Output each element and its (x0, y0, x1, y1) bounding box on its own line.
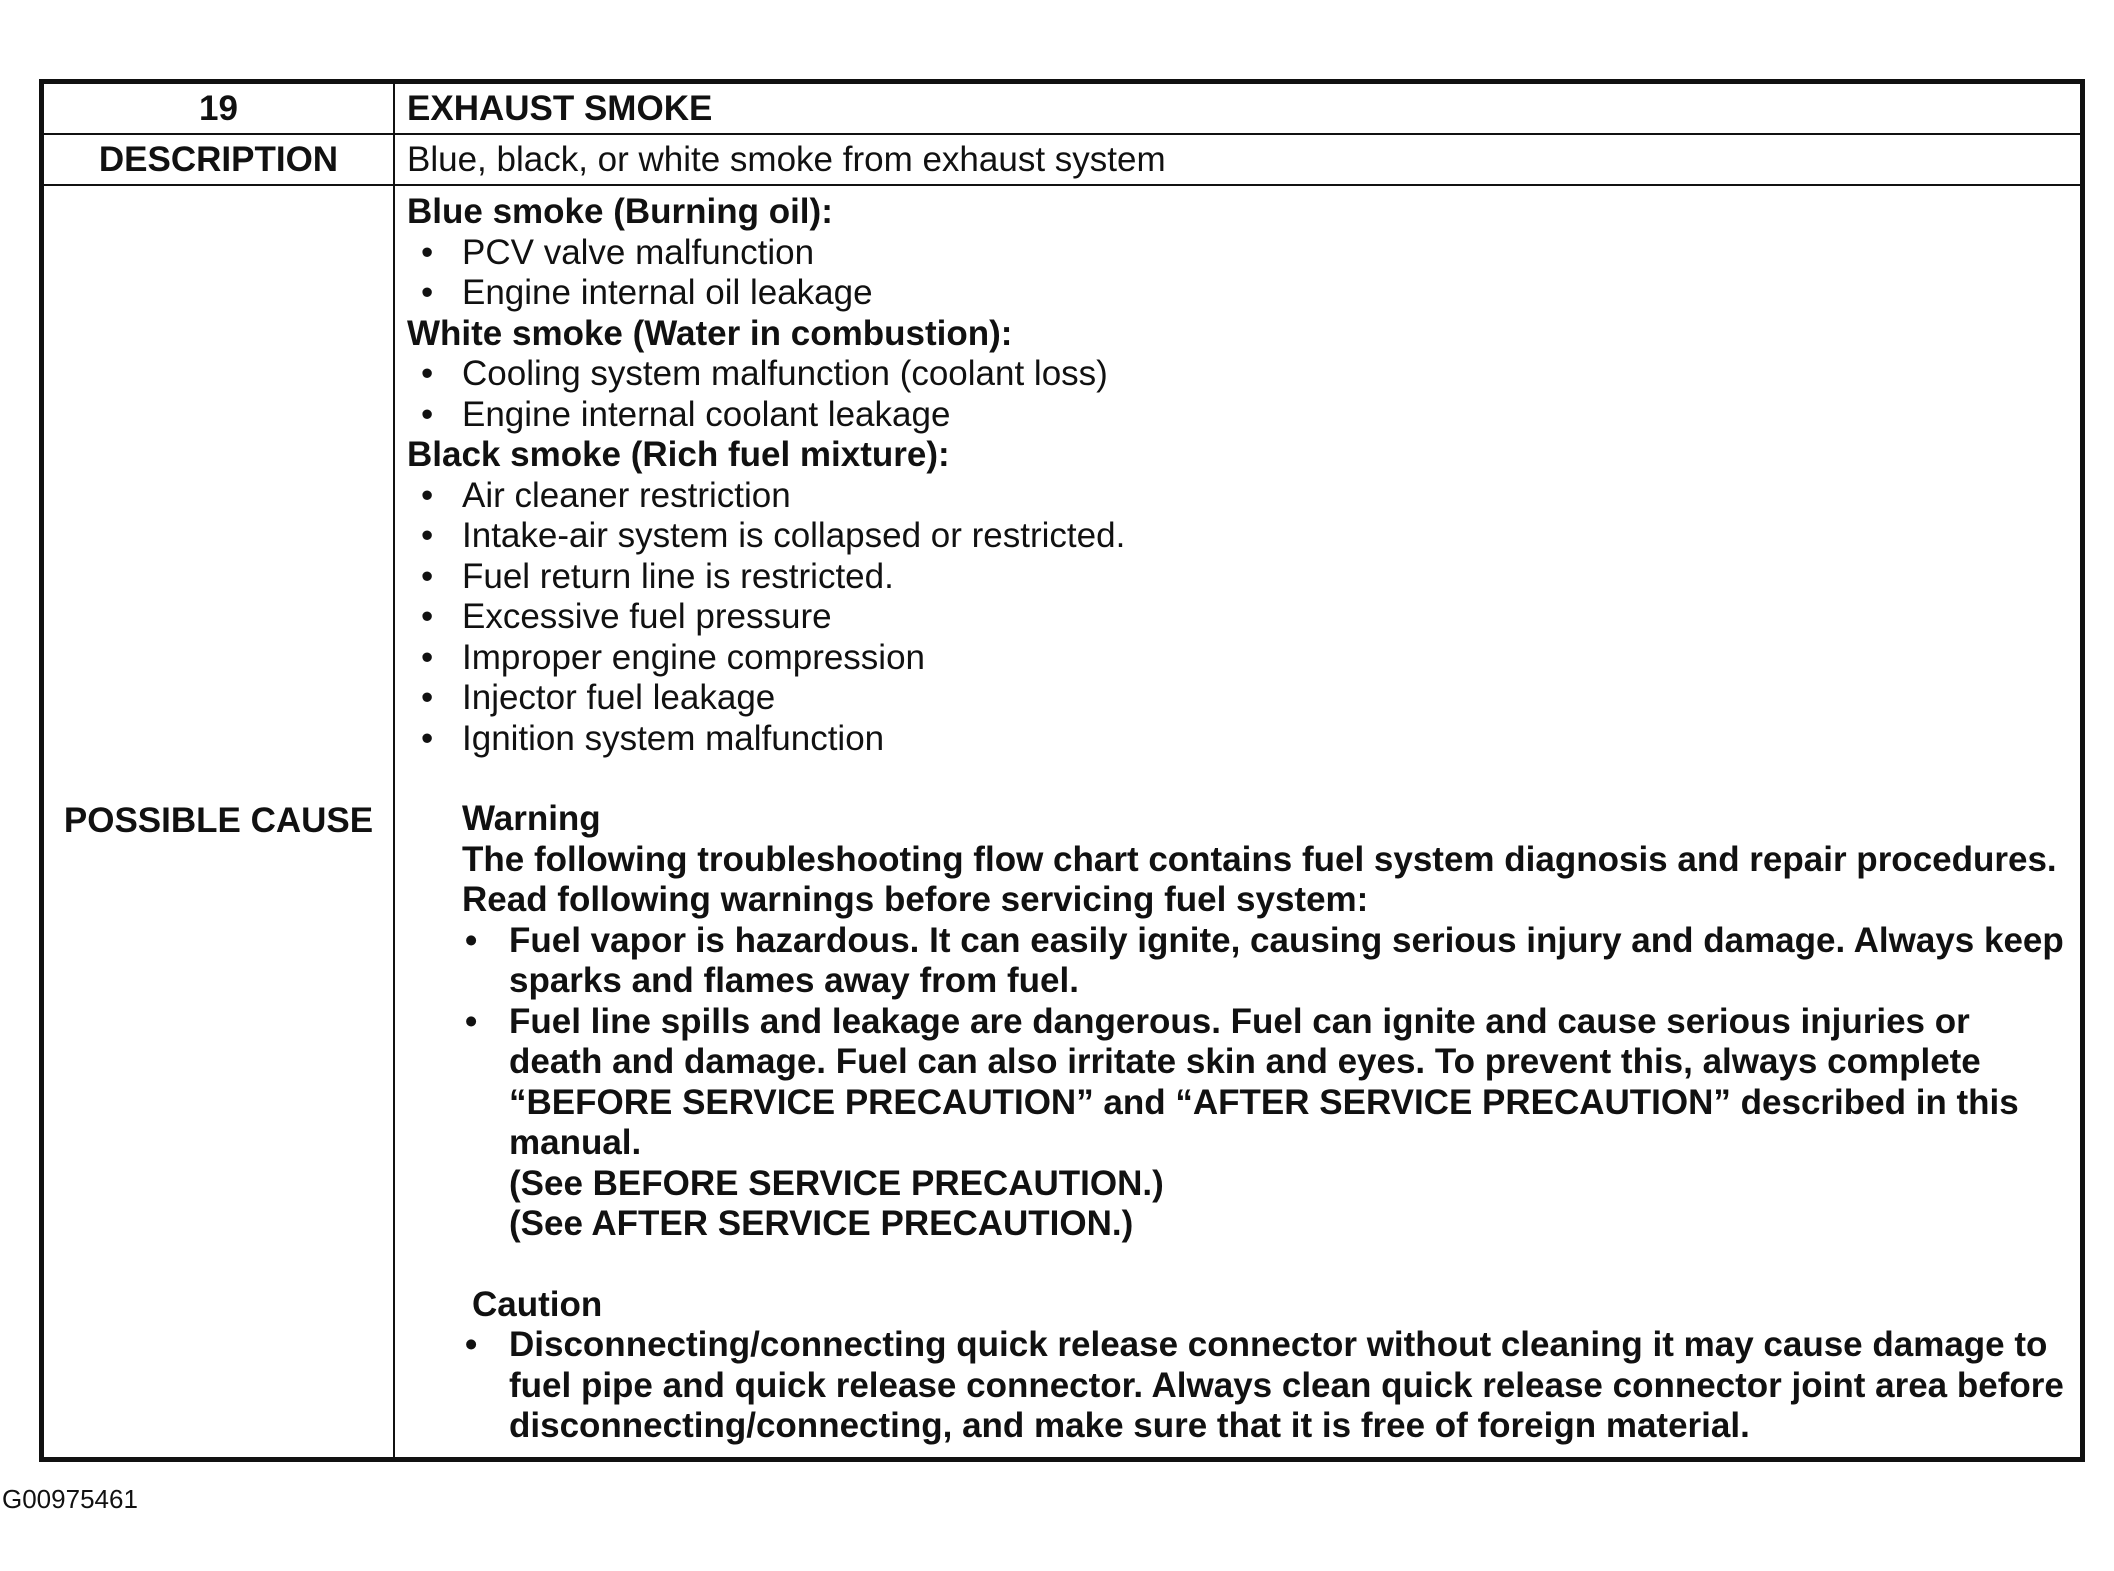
reference-link-after-service: (See AFTER SERVICE PRECAUTION.) (509, 1204, 1134, 1243)
warning-item (462, 1002, 2066, 1245)
cause-item: • Intake-air system is collapsed or restricted. (407, 516, 2066, 557)
cause-item: • Injector fuel leakage (407, 678, 2066, 719)
cause-list (407, 476, 2066, 760)
warning-item: • Fuel vapor is hazardous. It can easily ignite, causing serious injury and damage. Always keep sparks and flames away from fuel. (462, 921, 2066, 1002)
warning-heading: Warning (462, 799, 601, 838)
cause-group-blue (407, 192, 2066, 314)
description-row (43, 134, 2081, 185)
caution-block (407, 1285, 2066, 1447)
caution-heading: Caution (472, 1284, 603, 1324)
possible-cause-row (43, 185, 2081, 1458)
troubleshooting-table (42, 82, 2082, 1459)
cause-list (407, 354, 2066, 435)
cause-item: • Excessive fuel pressure (407, 597, 2066, 638)
spacer (407, 759, 2066, 799)
cause-group-white (407, 314, 2066, 436)
description-label: DESCRIPTION (43, 134, 394, 185)
cause-group-title: White smoke (Water in combustion): (407, 313, 1013, 353)
cause-item: • Air cleaner restriction (407, 476, 2066, 517)
caution-list (462, 1325, 2066, 1447)
cause-group-black (407, 435, 2066, 759)
cause-item: • Improper engine compression (407, 638, 2066, 679)
troubleshooting-table-frame (39, 79, 2085, 1462)
possible-cause-content (394, 185, 2081, 1458)
cause-group-title: Black smoke (Rich fuel mixture): (407, 435, 950, 474)
cause-item: • Engine internal oil leakage (407, 273, 2066, 314)
cause-item: • Fuel return line is restricted. (407, 557, 2066, 598)
header-row (43, 83, 2081, 134)
item-number: 19 (43, 83, 394, 134)
item-title: EXHAUST SMOKE (394, 83, 2081, 134)
reference-link-before-service: (See BEFORE SERVICE PRECAUTION.) (509, 1163, 1164, 1203)
warning-item-text: Fuel line spills and leakage are dangerous. Fuel can ignite and cause serious injuries or death and damage. Fuel can also irritate skin and eyes. To prevent this, always complete “BEFORE SERVICE PRECAUTION” and “AFTER SERVICE PRECAUTION” described in this manual. (509, 1001, 2019, 1162)
caution-item: • Disconnecting/connecting quick release connector without cleaning it may cause damage to fuel pipe and quick release connector. Always clean quick release connector joint area before disconnecting/connecting, and make sure that it is free of foreign material. (462, 1325, 2066, 1447)
figure-code: G00975461 (2, 1484, 138, 1514)
cause-item: • Engine internal coolant leakage (407, 395, 2066, 436)
cause-item: • PCV valve malfunction (407, 233, 2066, 274)
cause-item: • Cooling system malfunction (coolant loss) (407, 354, 2066, 395)
cause-item: • Ignition system malfunction (407, 719, 2066, 760)
warning-list (462, 921, 2066, 1245)
description-text: Blue, black, or white smoke from exhaust system (394, 134, 2081, 185)
spacer (407, 1245, 2066, 1285)
cause-list (407, 233, 2066, 314)
warning-intro: The following troubleshooting flow chart contains fuel system diagnosis and repair procedures. Read following warnings before servicing fuel system: (462, 839, 2057, 919)
cause-group-title: Blue smoke (Burning oil): (407, 192, 833, 231)
possible-cause-label: POSSIBLE CAUSE (43, 185, 394, 1458)
warning-block (407, 799, 2066, 1245)
